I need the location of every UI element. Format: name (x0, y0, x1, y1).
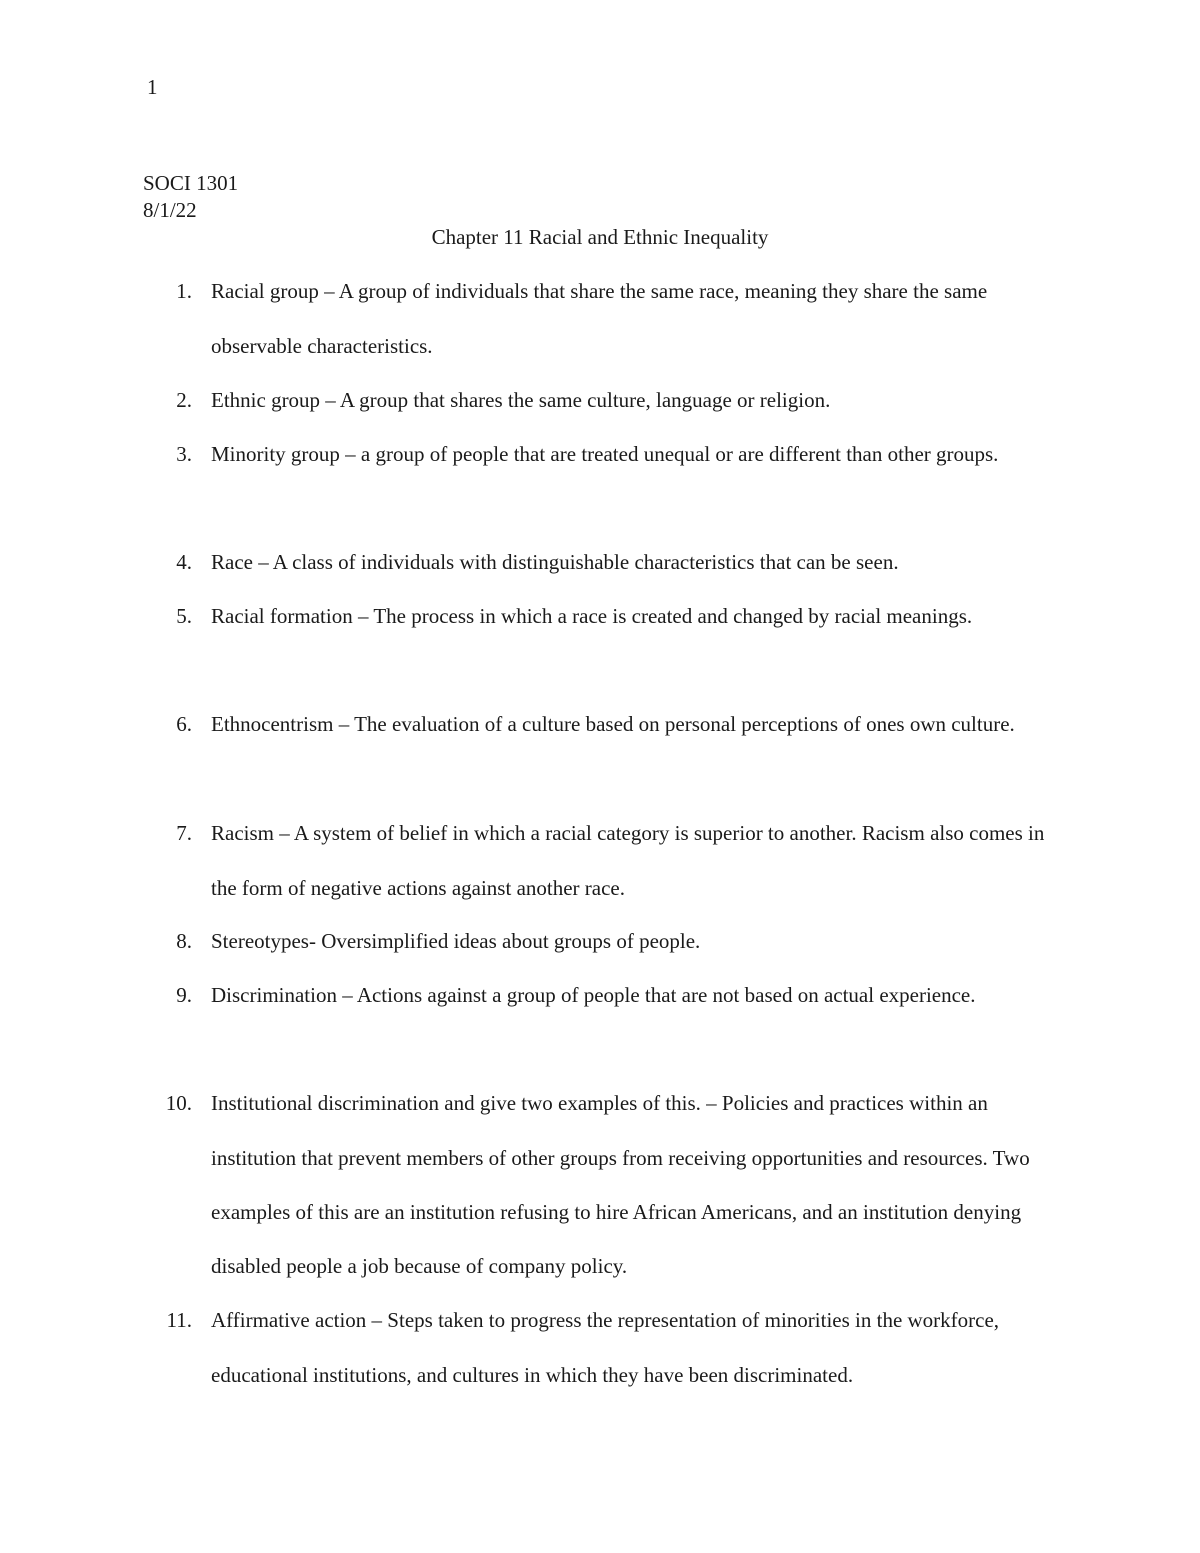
list-item-text: Institutional discrimination and give two examples of this. – Policies and practices within an institution that prevent members of other groups from receiving opportunities and resources. Two examples of this are an institution refusing to hire African Americans, and an institution denying disabled people a job because of company policy. (211, 1091, 1030, 1279)
list-item-text: Stereotypes- Oversimplified ideas about groups of people. (211, 929, 701, 954)
list-item-number: 6. (176, 712, 192, 736)
document-header (143, 170, 238, 224)
list-item-text: Racism – A system of belief in which a racial category is superior to another. Racism also comes in the form of negative actions against another race. (211, 821, 1045, 900)
document-title: Chapter 11 Racial and Ethnic Inequality (431, 225, 769, 249)
list-item-number: 10. (165, 1091, 192, 1115)
list-item-text: Racial group – A group of individuals that share the same race, meaning they share the same observable characteristics. (211, 279, 988, 358)
list-item-number: 8. (176, 929, 192, 953)
list-item-text: Discrimination – Actions against a group of people that are not based on actual experience. (211, 983, 976, 1008)
list-item-text: Ethnocentrism – The evaluation of a culture based on personal perceptions of ones own culture. (211, 712, 1015, 737)
list-item-number: 9. (176, 983, 192, 1007)
document-date: 8/1/22 (143, 198, 197, 222)
list-item-number: 4. (176, 550, 192, 574)
list-item-text: Ethnic group – A group that shares the same culture, language or religion. (211, 388, 831, 413)
page-number: 1 (147, 75, 158, 99)
list-item-number: 11. (166, 1308, 192, 1332)
course-code: SOCI 1301 (143, 171, 239, 195)
list-item-number: 7. (176, 821, 192, 845)
list-item-text: Minority group – a group of people that are treated unequal or are different than other groups. (211, 442, 999, 467)
list-item-text: Affirmative action – Steps taken to progress the representation of minorities in the workforce, educational institutions, and cultures in which they have been discriminated. (211, 1308, 1000, 1387)
list-item-number: 5. (176, 604, 192, 628)
list-item-text: Racial formation – The process in which a race is created and changed by racial meanings. (211, 604, 973, 629)
list-item-number: 3. (176, 442, 192, 466)
list-item-number: 1. (176, 279, 192, 303)
list-item-text: Race – A class of individuals with distinguishable characteristics that can be seen. (211, 550, 899, 575)
list-item-number: 2. (176, 388, 192, 412)
